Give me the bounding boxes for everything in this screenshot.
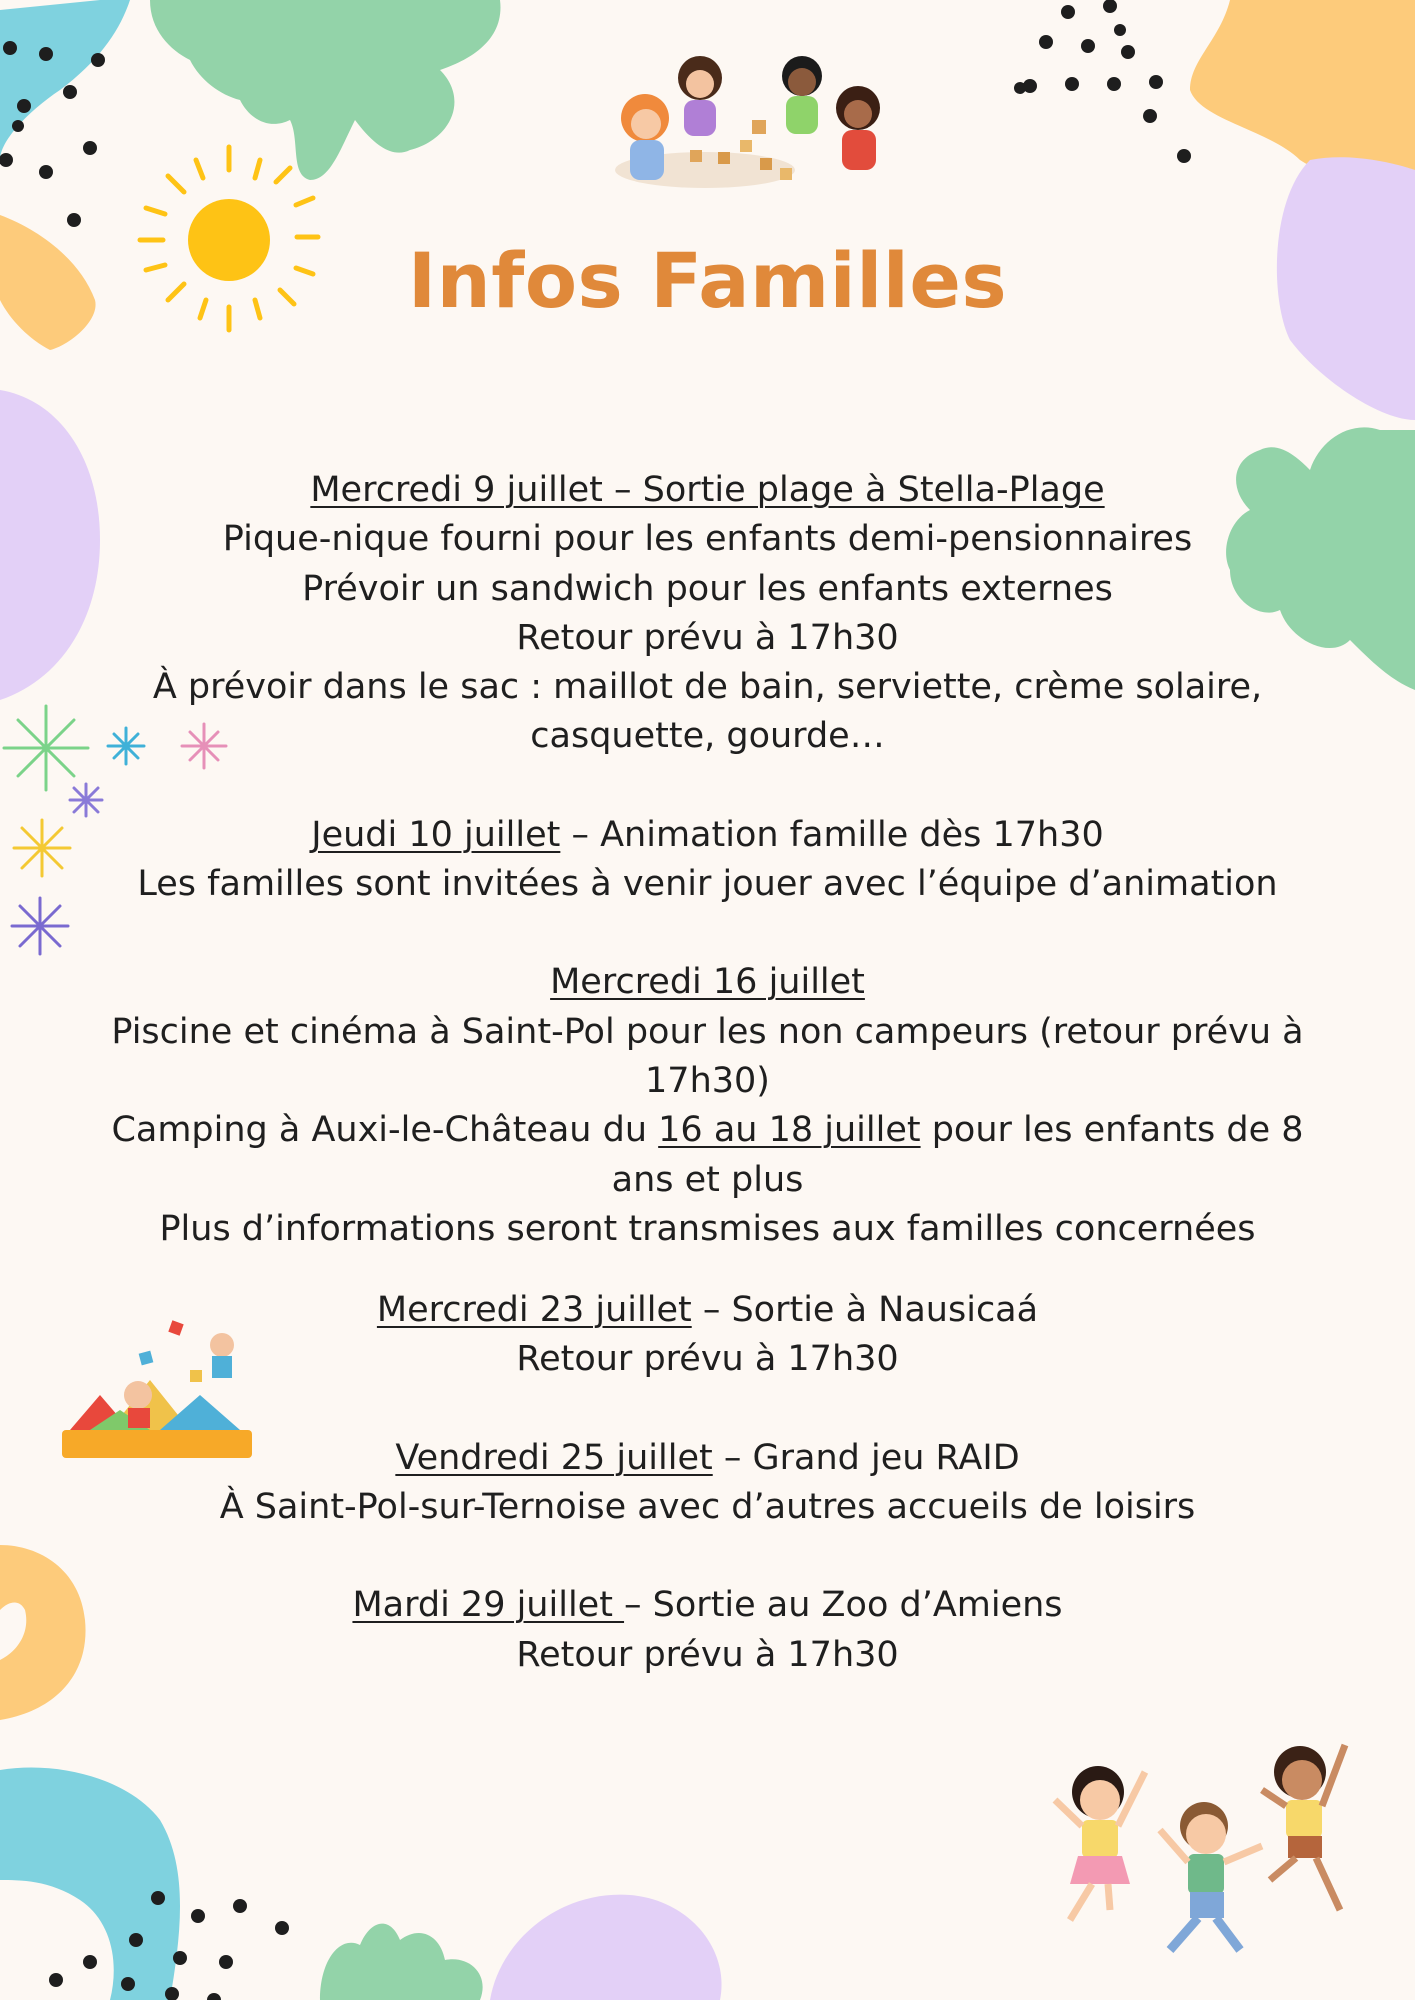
- event-detail: Retour prévu à 17h30: [516, 1339, 899, 1380]
- lilac-blob-bottom: [490, 1895, 722, 2000]
- event-detail: Retour prévu à 17h30: [516, 1634, 899, 1675]
- event-heading: [60, 1434, 1355, 1483]
- dots-top-right: [1014, 0, 1191, 163]
- event-heading: [60, 466, 1355, 515]
- event-detail: À prévoir dans le sac : maillot de bain, serviette, crème solaire,: [152, 667, 1263, 708]
- event-date: Mercredi 16 juillet: [550, 962, 865, 1003]
- camping-text: Camping à Auxi-le-Château du: [111, 1110, 659, 1151]
- event-date: Mercredi 9 juillet – Sortie plage à Stella-Plage: [310, 470, 1105, 510]
- green-leaf-bottom: [320, 1924, 483, 2000]
- event-date: Jeudi 10 juillet: [311, 814, 561, 855]
- event-detail: Piscine et cinéma à Saint-Pol pour les non campeurs (retour prévu à: [111, 1011, 1304, 1052]
- event-date: Mardi 29 juillet: [352, 1585, 625, 1626]
- event-detail: [60, 1106, 1355, 1155]
- camping-text: pour les enfants de 8: [920, 1110, 1304, 1151]
- event-title: – Animation famille dès 17h30: [560, 814, 1104, 855]
- green-leaf-top: [150, 0, 500, 180]
- event-detail: casquette, gourde…: [530, 716, 885, 757]
- yellow-blob-top-right: [1190, 0, 1415, 184]
- event-title: – Sortie au Zoo d’Amiens: [624, 1585, 1063, 1626]
- event-heading: [60, 1581, 1355, 1630]
- event-detail: Les familles sont invitées à venir jouer avec l’équipe d’animation: [137, 864, 1278, 905]
- camping-dates: 16 au 18 juillet: [658, 1110, 921, 1151]
- event-heading: [60, 1286, 1355, 1335]
- event-detail: À Saint-Pol-sur-Ternoise avec d’autres accueils de loisirs: [219, 1487, 1196, 1528]
- blue-blob-top-left: [0, 0, 130, 160]
- event-heading: [60, 958, 1355, 1007]
- children-playing-blocks-illustration: [615, 56, 880, 188]
- event-title: – Grand jeu RAID: [712, 1437, 1020, 1478]
- event-title: – Sortie à Nausicaá: [691, 1290, 1039, 1331]
- jumping-children-illustration: [1055, 1745, 1345, 1950]
- event-detail: ans et plus: [611, 1159, 804, 1200]
- event-detail: Retour prévu à 17h30: [516, 617, 899, 658]
- page-title: Infos Familles: [407, 236, 1008, 325]
- event-date: Mercredi 23 juillet: [376, 1290, 692, 1331]
- event-detail: Pique-nique fourni pour les enfants demi-pensionnaires: [222, 519, 1193, 560]
- event-date: Vendredi 25 juillet: [395, 1437, 713, 1478]
- event-detail: Plus d’informations seront transmises aux familles concernées: [159, 1208, 1256, 1249]
- events-list: [60, 466, 1355, 1680]
- event-detail: 17h30): [645, 1060, 770, 1101]
- event-heading: [60, 811, 1355, 860]
- event-detail: Prévoir un sandwich pour les enfants externes: [302, 568, 1113, 609]
